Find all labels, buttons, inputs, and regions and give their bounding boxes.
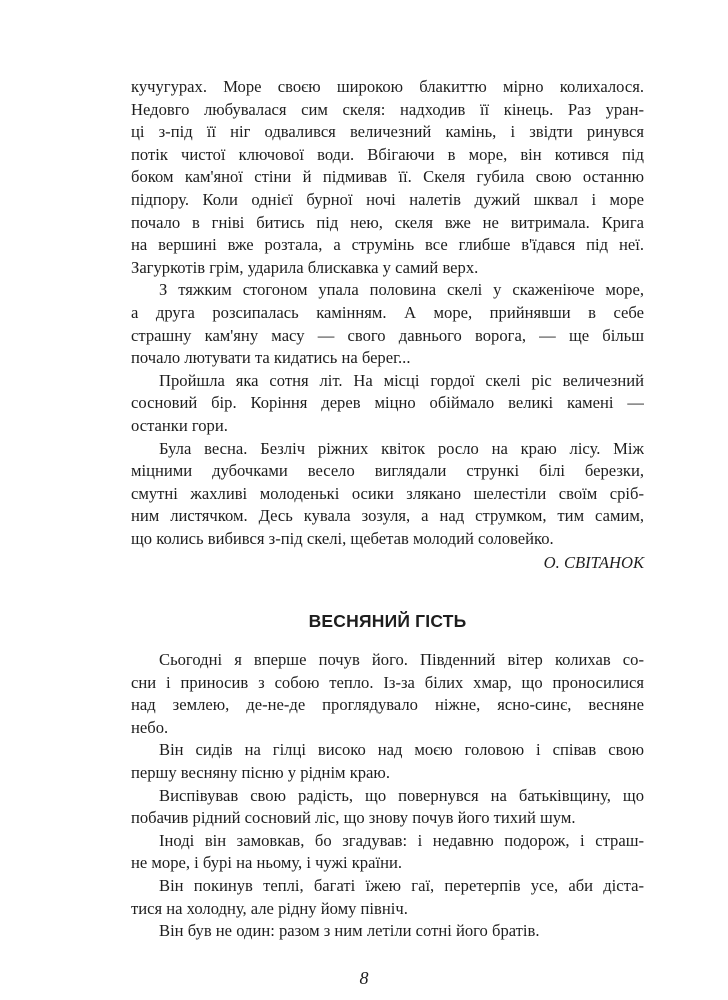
text-line: сни і приносив з собою тепло. Із-за білих хмар, що проносилися: [131, 672, 644, 692]
text-line: ці з-під її ніг одвалився величезний камінь, і звідти ринувся: [131, 122, 644, 142]
text-line: Виспівував свою радість, що повернувся на батьківщину, що: [159, 785, 644, 805]
text-line: Загуркотів грім, ударила блискавка у самий верх.: [131, 257, 479, 277]
text-line: Недовго любувалася сим скеля: надходив її кінець. Раз уран-: [131, 99, 644, 119]
text-line: З тяжким стогоном упала половина скелі у скаженіюче море,: [159, 280, 644, 300]
text-line: потік чистої ключової води. Вбігаючи в море, він котився під: [131, 144, 644, 164]
text-line: Він був не один: разом з ним летіли сотні його братів.: [159, 921, 540, 941]
story-1-text: [131, 76, 644, 550]
text-line: страшну кам'яну масу — свого давнього ворога, — ще більш: [131, 325, 644, 345]
text-line: Сьогодні я вперше почув його. Південний вітер колихав со-: [159, 650, 644, 669]
text-line: Пройшла яка сотня літ. На місці гордої скелі ріс величезний: [159, 370, 644, 390]
text-line: боком кам'яної стіни й підмивав її. Скеля губила свою останню: [131, 167, 644, 187]
text-line: не море, і бурі на ньому, і чужі країни.: [131, 853, 402, 873]
text-line: Він покинув теплі, багаті їжею гаї, перетерпів усе, аби діста-: [159, 875, 644, 895]
text-line: а друга розсипалась камінням. А море, прийнявши в себе: [131, 302, 644, 322]
section-title: ВЕСНЯНИЙ ГІСТЬ: [308, 611, 467, 631]
text-line: тися на холодну, але рідну йому північ.: [131, 898, 408, 918]
author-signature: О. СВІТАНОК: [543, 553, 644, 572]
text-line: над землею, де-не-де проглядувало ніжне, ясно-синє, весняне: [131, 695, 644, 715]
text-line: що колись вибився з-під скелі, щебетав молодий соловейко.: [131, 528, 554, 548]
text-line: на вершині вже розтала, а струмінь все глибше в'їдався під неї.: [131, 235, 644, 255]
story-2-text: [131, 649, 644, 943]
text-line: Він сидів на гілці високо над моєю головою і співав свою: [159, 740, 644, 760]
text-line: кучугурах. Море своєю широкою блакиттю мірно колихалося.: [131, 77, 644, 96]
text-line: Була весна. Безліч ріжних квіток росло на краю лісу. Між: [159, 438, 644, 458]
text-line: підпору. Коли однієї бурної ночі налетів дужий шквал і море: [131, 189, 644, 209]
text-line: почало в гніві битись під нею, скеля вже не витримала. Крига: [131, 212, 644, 232]
text-line: почало лютувати та кидатись на берег...: [131, 348, 411, 368]
page-number: 8: [359, 968, 369, 988]
text-line: міцними дубочками весело виглядали стрункі білі березки,: [131, 461, 644, 481]
text-line: останки гори.: [131, 415, 228, 435]
text-line: небо.: [131, 717, 169, 737]
text-line: побачив рідний сосновий ліс, що знову почув його тихий шум.: [131, 808, 576, 828]
text-line: смутні жахливі молоденькі осики злякано шелестіли своїм сріб-: [131, 483, 644, 503]
text-line: Іноді він замовкав, бо згадував: і недавню подорож, і страш-: [159, 830, 644, 850]
text-line: ним листячком. Десь кувала зозуля, а над струмком, тим самим,: [131, 506, 644, 526]
text-line: сосновий бір. Коріння дерев міцно обіймало великі камені —: [131, 393, 644, 413]
text-line: першу весняну пісню у ріднім краю.: [131, 762, 390, 782]
